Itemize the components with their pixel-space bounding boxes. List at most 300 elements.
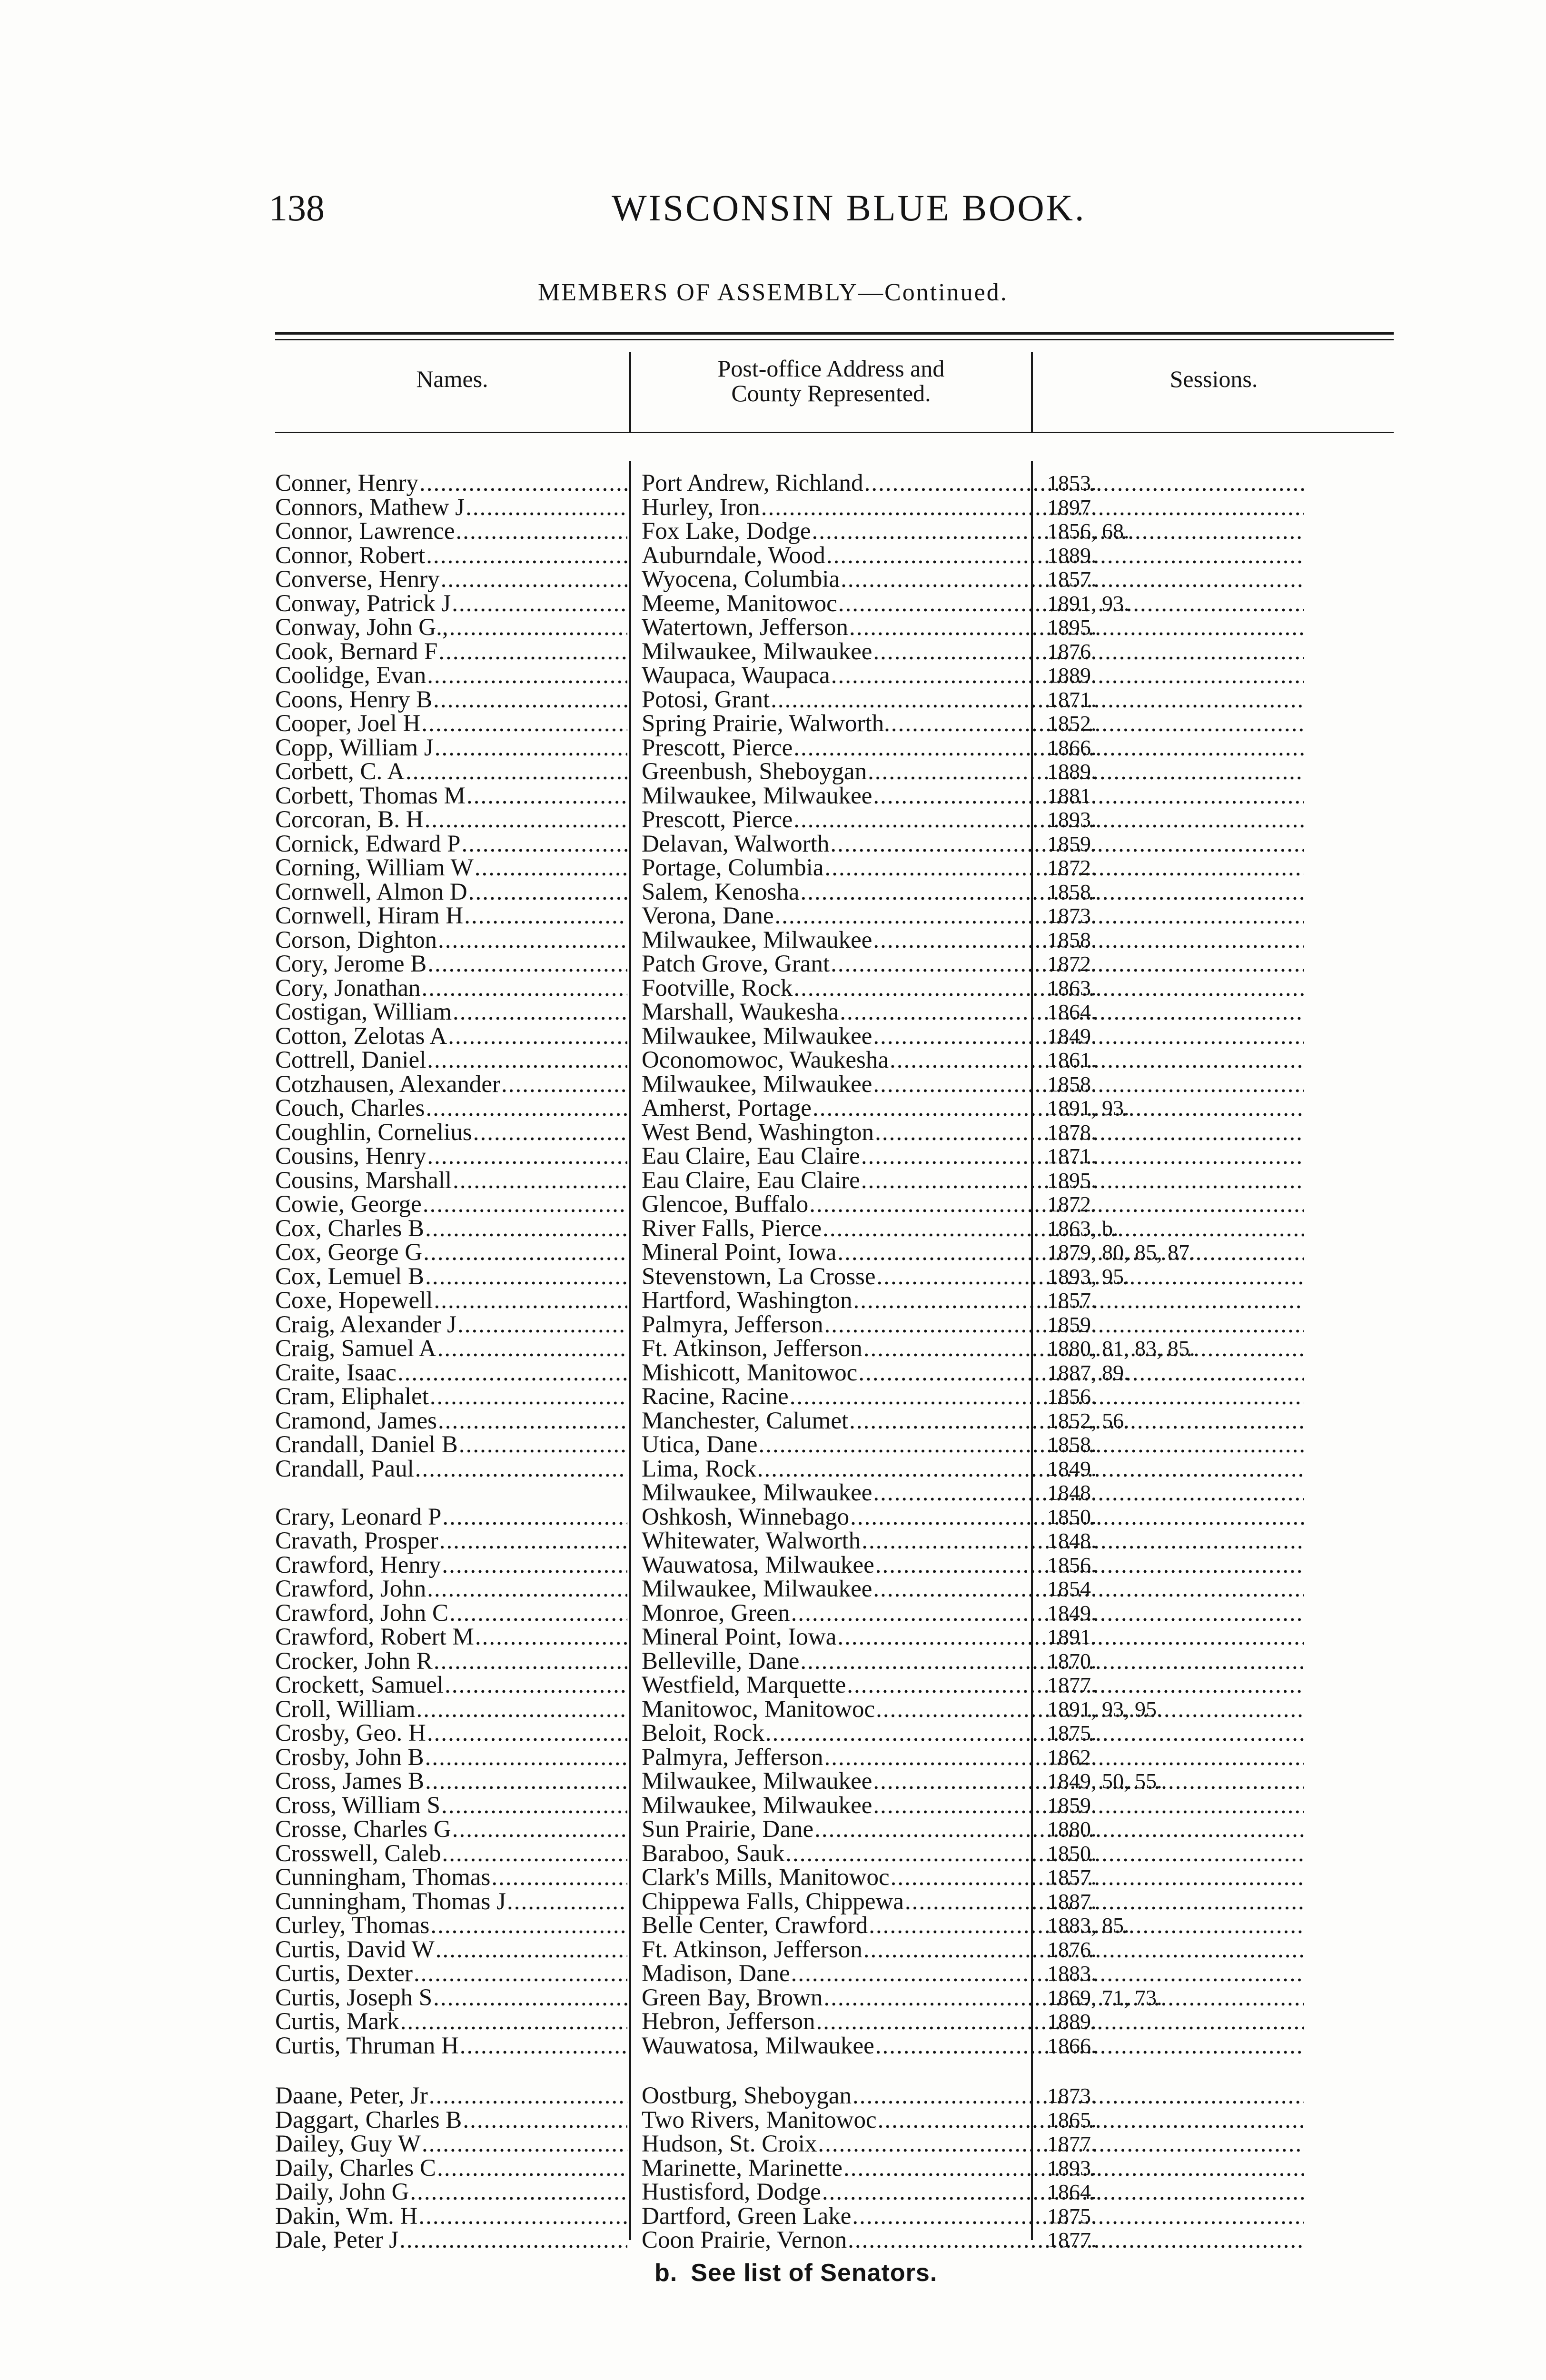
member-address: Whitewater, Walworth (642, 1527, 861, 1554)
member-sessions: 1887, 89. (1047, 1360, 1130, 1385)
leader-dots (421, 976, 627, 1000)
leader-dots (418, 2204, 627, 2228)
member-name: Crosse, Charles G (275, 1816, 451, 1843)
member-name: Craig, Alexander J (275, 1311, 456, 1338)
member-sessions: 1859. (1047, 1312, 1097, 1337)
member-sessions: 1876. (1047, 1937, 1097, 1962)
table-row (275, 1192, 1394, 1217)
member-address: Wauwatosa, Milwaukee (642, 2032, 874, 2059)
leader-dots (435, 736, 627, 760)
column-header-address-line1: Post-office Address and (717, 355, 945, 382)
member-name: Crawford, John (275, 1576, 426, 1602)
address-cell (642, 1409, 1304, 1433)
member-name-cell (275, 1745, 627, 1769)
member-name-cell (275, 1000, 627, 1024)
member-name: Crary, Leonard P (275, 1503, 442, 1530)
table-row (275, 904, 1394, 928)
member-sessions: 1873. (1047, 903, 1097, 928)
leader-dots (765, 1721, 1304, 1745)
table-row (275, 808, 1394, 832)
address-cell (642, 1313, 1304, 1337)
address-cell (642, 1625, 1304, 1649)
leader-dots (434, 1649, 627, 1673)
member-address: Ft. Atkinson, Jefferson (642, 1936, 862, 1963)
member-name-cell (275, 1938, 627, 1962)
member-sessions: 1881. (1047, 783, 1097, 808)
address-cell (642, 856, 1304, 880)
member-name-cell (275, 928, 627, 952)
leader-dots (441, 1794, 627, 1817)
table-row (275, 592, 1394, 616)
member-name: Converse, Henry (275, 566, 440, 593)
address-cell (642, 784, 1304, 808)
address-cell (642, 1721, 1304, 1745)
member-name-cell (275, 2010, 627, 2033)
table-row (275, 1697, 1394, 1722)
member-address: Hebron, Jefferson (642, 2008, 815, 2035)
address-cell (642, 1890, 1304, 1914)
address-cell (642, 1914, 1304, 1937)
table-row (275, 1265, 1394, 1289)
address-cell (642, 1457, 1304, 1481)
member-sessions: 1870. (1047, 1648, 1097, 1673)
member-address: Eau Claire, Eau Claire (642, 1143, 860, 1170)
member-name-cell (275, 1048, 627, 1072)
member-name: Cross, James B (275, 1768, 425, 1795)
member-sessions: 1852, 56. (1047, 1408, 1130, 1433)
column-header-sessions: Sessions. (1169, 366, 1258, 392)
table-row (275, 1794, 1394, 1818)
member-address: River Falls, Pierce (642, 1215, 822, 1242)
address-cell (642, 2156, 1304, 2180)
member-address: Utica, Dane (642, 1431, 758, 1458)
table-row (275, 760, 1394, 784)
member-address: Prescott, Pierce (642, 806, 793, 833)
member-name: Cousins, Marshall (275, 1167, 452, 1194)
table-row (275, 2156, 1394, 2181)
member-name-cell (275, 1962, 627, 1985)
member-address: Palmyra, Jefferson (642, 1311, 823, 1338)
member-address: Milwaukee, Milwaukee (642, 1576, 872, 1602)
member-sessions: 1889. (1047, 543, 1097, 567)
member-name: Dailey, Guy W (275, 2131, 421, 2157)
member-sessions: 1852. (1047, 711, 1097, 735)
member-name-cell (275, 952, 627, 976)
member-name: Coxe, Hopewell (275, 1287, 433, 1314)
member-table (275, 471, 1394, 2252)
member-address: Milwaukee, Milwaukee (642, 1792, 872, 1819)
table-row (275, 736, 1394, 760)
member-name-cell (275, 808, 627, 832)
member-name: Cunningham, Thomas J (275, 1888, 506, 1915)
table-row (275, 688, 1394, 712)
member-name-cell (275, 1890, 627, 1914)
address-cell (642, 2034, 1304, 2058)
member-name-cell (275, 1865, 627, 1889)
leader-dots (473, 1121, 627, 1144)
member-name-cell (275, 832, 627, 856)
address-cell (642, 1361, 1304, 1385)
member-address: Hartford, Washington (642, 1287, 852, 1314)
member-sessions: 1866. (1047, 735, 1097, 760)
member-sessions: 1857. (1047, 1865, 1097, 1889)
address-cell (642, 832, 1304, 856)
member-sessions: 1872. (1047, 952, 1097, 976)
leader-dots (406, 760, 627, 783)
table-row (275, 1144, 1394, 1169)
member-sessions: 1879, 80, 85, 87. (1047, 1240, 1195, 1264)
member-name-cell (275, 664, 627, 687)
member-address: Mishicott, Manitowoc (642, 1359, 858, 1386)
member-sessions: 1883, 85. (1047, 1913, 1130, 1937)
member-name: Daily, John G (275, 2179, 409, 2205)
member-name: Connor, Lawrence (275, 518, 455, 545)
member-sessions: 1877. (1047, 2132, 1097, 2156)
leader-dots (501, 1072, 627, 1096)
member-address: Marinette, Marinette (642, 2154, 842, 2182)
member-sessions: 1862. (1047, 1745, 1097, 1769)
address-cell (642, 2084, 1304, 2108)
member-address: Belle Center, Crawford (642, 1912, 868, 1939)
address-cell (642, 1769, 1304, 1793)
leader-dots (436, 1938, 627, 1962)
member-address: Milwaukee, Milwaukee (642, 1071, 872, 1098)
member-name: Conway, Patrick J (275, 590, 451, 617)
member-name-cell (275, 1577, 627, 1601)
member-name: Dakin, Wm. H (275, 2202, 418, 2230)
member-sessions: 1891, 93, 95. (1047, 1696, 1162, 1721)
member-address: Watertown, Jefferson (642, 614, 848, 641)
member-address: Glencoe, Buffalo (642, 1191, 809, 1218)
leader-dots (426, 544, 627, 567)
member-sessions: 1893, 95. (1047, 1264, 1130, 1289)
member-name: Corcoran, B. H (275, 806, 424, 833)
member-name-cell (275, 1914, 627, 1937)
member-name-cell (275, 2228, 627, 2252)
member-name: Cramond, James (275, 1407, 437, 1434)
member-name-cell (275, 1144, 627, 1168)
leader-dots (452, 592, 627, 615)
member-name: Cornwell, Almon D (275, 878, 467, 905)
table-row (275, 1217, 1394, 1241)
table-row (275, 952, 1394, 976)
address-cell (642, 2228, 1304, 2252)
address-cell (642, 1192, 1304, 1216)
member-name: Coons, Henry B (275, 686, 433, 713)
table-row (275, 471, 1394, 496)
member-name: Crandall, Paul (275, 1455, 414, 1482)
leader-dots (459, 1433, 627, 1457)
member-name-cell (275, 856, 627, 880)
member-sessions: 1863, b. (1047, 1216, 1119, 1240)
address-cell (642, 1794, 1304, 1817)
member-name: Cross, William S (275, 1792, 440, 1819)
leader-dots (399, 2228, 627, 2252)
table-row (275, 1649, 1394, 1674)
member-name: Cox, George G (275, 1239, 423, 1266)
member-name: Croll, William (275, 1696, 416, 1723)
member-name-cell (275, 1625, 627, 1649)
leader-dots (463, 2108, 627, 2132)
table-row (275, 1817, 1394, 1842)
member-name-cell (275, 784, 627, 808)
member-sessions: 1848. (1047, 1480, 1097, 1505)
address-cell (642, 615, 1304, 639)
table-row (275, 832, 1394, 856)
member-name: Curtis, Mark (275, 2008, 399, 2035)
member-name-cell (275, 1457, 627, 1481)
address-cell (642, 1962, 1304, 1985)
member-sessions: 1863. (1047, 975, 1097, 1000)
leader-dots (439, 1529, 627, 1553)
member-address: Milwaukee, Milwaukee (642, 782, 872, 809)
member-name-cell (275, 2034, 627, 2058)
table-row (275, 1625, 1394, 1649)
member-name-cell (275, 1673, 627, 1697)
member-address: Eau Claire, Eau Claire (642, 1167, 860, 1194)
member-address: Racine, Racine (642, 1383, 789, 1410)
address-cell (642, 1433, 1304, 1457)
address-cell (642, 1697, 1304, 1721)
table-row (275, 664, 1394, 688)
member-sessions: 1889. (1047, 663, 1097, 687)
address-cell (642, 1986, 1304, 2010)
address-cell (642, 880, 1304, 904)
member-sessions: 1859. (1047, 1793, 1097, 1817)
address-cell (642, 592, 1304, 615)
member-sessions: 1849, 50, 55. (1047, 1769, 1162, 1793)
address-cell (642, 2108, 1304, 2132)
member-sessions: 1857. (1047, 1288, 1097, 1312)
member-name: Connors, Mathew J (275, 494, 465, 521)
leader-dots (475, 856, 627, 880)
address-cell (642, 567, 1304, 591)
member-name-cell (275, 1794, 627, 1817)
table-row (275, 1024, 1394, 1049)
member-name: Crandall, Daniel B (275, 1431, 458, 1458)
member-name-cell (275, 1529, 627, 1553)
member-name: Cory, Jerome B (275, 951, 427, 977)
footnote-mark: b. (654, 2259, 678, 2287)
member-address: Verona, Dane (642, 902, 774, 929)
member-name: Cox, Lemuel B (275, 1263, 425, 1290)
member-name: Dale, Peter J (275, 2227, 399, 2253)
member-address: Portage, Columbia (642, 854, 824, 881)
member-name-cell (275, 1265, 627, 1289)
address-cell (642, 1240, 1304, 1264)
member-sessions: 1895. (1047, 615, 1097, 639)
member-sessions: 1875. (1047, 2203, 1097, 2228)
address-cell (642, 1121, 1304, 1144)
member-address: Potosi, Grant (642, 686, 770, 713)
member-address: Stevenstown, La Crosse (642, 1263, 876, 1290)
member-address: Milwaukee, Milwaukee (642, 1768, 872, 1795)
address-cell (642, 1024, 1304, 1048)
member-name: Craig, Samuel A (275, 1335, 436, 1362)
member-name: Cornick, Edward P (275, 830, 461, 857)
leader-dots (421, 712, 627, 735)
leader-dots (434, 1289, 627, 1312)
leader-dots (427, 1577, 627, 1601)
table-top-rule-thin (275, 339, 1394, 340)
member-name-cell (275, 712, 627, 735)
member-name-cell (275, 1121, 627, 1144)
table-row (275, 1865, 1394, 1890)
table-row (275, 2034, 1394, 2058)
address-cell (642, 952, 1304, 976)
leader-dots (775, 904, 1304, 928)
table-row (275, 1096, 1394, 1121)
member-address: West Bend, Washington (642, 1119, 874, 1146)
column-header-address (631, 356, 1031, 406)
member-address: Footville, Rock (642, 974, 793, 1002)
member-sessions: 1889. (1047, 2009, 1097, 2033)
address-cell (642, 1169, 1304, 1192)
member-name: Copp, William J (275, 734, 434, 761)
member-name: Corson, Dighton (275, 926, 437, 953)
leader-dots (491, 1865, 627, 1889)
member-name-cell (275, 1842, 627, 1865)
leader-dots (442, 1553, 627, 1577)
leader-dots (430, 1385, 627, 1408)
member-name: Conner, Henry (275, 470, 419, 496)
member-address: Milwaukee, Milwaukee (642, 1479, 872, 1506)
member-address: Amherst, Portage (642, 1095, 812, 1121)
member-sessions: 1858. (1047, 927, 1097, 952)
member-address: Port Andrew, Richland (642, 470, 863, 496)
column-header-names: Names. (416, 366, 488, 392)
leader-dots (445, 1673, 627, 1697)
table-top-rule (275, 332, 1394, 335)
member-name: Daggart, Charles B (275, 2106, 462, 2133)
table-row (275, 1313, 1394, 1337)
member-address: Hudson, St. Croix (642, 2131, 817, 2157)
address-cell (642, 1842, 1304, 1865)
member-name-cell (275, 1385, 627, 1408)
member-name: Crawford, Henry (275, 1551, 441, 1578)
leader-dots (771, 688, 1304, 712)
table-row (275, 1361, 1394, 1385)
member-address: Milwaukee, Milwaukee (642, 638, 872, 665)
leader-dots (757, 1457, 1304, 1481)
member-name: Corbett, Thomas M (275, 782, 466, 809)
table-row (275, 1481, 1394, 1505)
member-name-cell (275, 1192, 627, 1216)
leader-dots (433, 688, 627, 712)
table-row (275, 640, 1394, 664)
leader-dots (427, 1048, 627, 1072)
member-address: Meeme, Manitowoc (642, 590, 837, 617)
member-sessions: 1866. (1047, 2033, 1097, 2058)
member-name-cell (275, 688, 627, 712)
member-sessions: 1880, 81, 83, 85. (1047, 1336, 1195, 1360)
member-sessions: 1876. (1047, 639, 1097, 664)
leader-dots (437, 1337, 627, 1360)
leader-dots (466, 496, 627, 519)
leader-dots (422, 2132, 627, 2156)
leader-dots (452, 1817, 627, 1841)
table-row (275, 1769, 1394, 1794)
member-name-cell (275, 1169, 627, 1192)
table-row (275, 856, 1394, 880)
address-cell (642, 1385, 1304, 1408)
member-sessions: 1878. (1047, 1120, 1097, 1144)
member-name-cell (275, 640, 627, 664)
member-name-cell (275, 1986, 627, 2010)
leader-dots (891, 712, 1304, 735)
member-name-cell (275, 471, 627, 495)
leader-dots (430, 1914, 627, 1937)
column-header-address-line2: County Represented. (731, 380, 931, 407)
member-address: Wyocena, Columbia (642, 566, 840, 593)
address-cell (642, 1265, 1304, 1289)
table-row (275, 1121, 1394, 1145)
leader-dots (442, 1505, 627, 1529)
table-row (275, 976, 1394, 1001)
address-cell (642, 2010, 1304, 2033)
member-name-cell (275, 1769, 627, 1793)
member-name-cell (275, 615, 627, 639)
leader-dots (425, 1265, 627, 1289)
member-sessions: 1891. (1047, 1625, 1097, 1649)
member-name: Corning, William W (275, 854, 474, 881)
table-row (275, 712, 1394, 736)
address-cell (642, 1144, 1304, 1168)
leader-dots (460, 2034, 627, 2058)
member-address: Coon Prairie, Vernon (642, 2227, 847, 2253)
member-address: Marshall, Waukesha (642, 999, 839, 1025)
table-row (275, 2084, 1394, 2108)
table-row (275, 1072, 1394, 1097)
member-sessions: 1891, 93. (1047, 1096, 1130, 1120)
address-cell (642, 1000, 1304, 1024)
address-cell (642, 471, 1304, 495)
member-name: Curtis, Joseph S (275, 1984, 433, 2011)
leader-dots (410, 2180, 627, 2204)
member-name: Craite, Isaac (275, 1359, 396, 1386)
leader-dots (441, 567, 627, 591)
member-name: Curtis, Dexter (275, 1960, 413, 1987)
table-row (275, 1337, 1394, 1361)
address-cell (642, 1217, 1304, 1240)
leader-dots (507, 1890, 627, 1914)
member-address: Hurley, Iron (642, 494, 760, 521)
member-address: Beloit, Rock (642, 1720, 764, 1746)
leader-dots (425, 1745, 627, 1769)
leader-dots (419, 471, 627, 495)
member-name: Crocker, John R (275, 1647, 433, 1675)
leader-dots (464, 904, 627, 928)
member-name: Crosby, Geo. H (275, 1720, 426, 1746)
table-row (275, 1048, 1394, 1072)
member-address: Milwaukee, Milwaukee (642, 1022, 872, 1050)
member-name: Curtis, David W (275, 1936, 435, 1963)
member-address: Salem, Kenosha (642, 878, 800, 905)
member-sessions: 1858. (1047, 1432, 1097, 1457)
member-name: Connor, Robert (275, 542, 426, 569)
leader-dots (426, 1096, 627, 1120)
leader-dots (438, 1409, 627, 1433)
table-row (275, 1745, 1394, 1770)
address-cell (642, 736, 1304, 760)
member-address: Dartford, Green Lake (642, 2202, 852, 2230)
member-name: Corbett, C. A (275, 758, 405, 785)
member-name: Cunningham, Thomas (275, 1864, 491, 1891)
table-row (275, 1000, 1394, 1024)
member-name: Crosswell, Caleb (275, 1840, 441, 1867)
table-row (275, 1240, 1394, 1265)
member-name-cell (275, 2156, 627, 2180)
